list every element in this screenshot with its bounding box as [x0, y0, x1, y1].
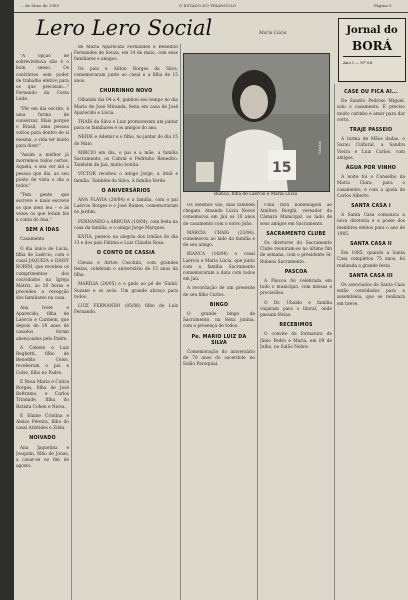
jornal-do-bora-logo — [338, 18, 406, 82]
section-heading: O ANIVERSÁRIOS — [101, 188, 151, 194]
section-heading: BINGO — [209, 302, 229, 308]
column-divider — [180, 44, 181, 600]
svg-text:15: 15 — [272, 160, 292, 176]
quote-paragraph: "Pôr em dia escrito, é uma forma de conservar. Mais porque o Brasil, uma pessoa voltou para dentro de si mesma, a vida ter muito para dizer." — [16, 106, 69, 149]
section-heading: PASCOA — [284, 269, 308, 275]
article-paragraph: Olhando dia 04 a 4, ganhou seu tempo no dia Maria de José Miranda, festa em casa de José Aparecido e Lúcia. — [74, 98, 178, 116]
article-paragraph: Os pais e Ailton Borges da Silva, comemoraram junto ao casal e a filha de 15 anos. — [74, 66, 178, 85]
article-paragraph: MARÍLIA (20/05) e o gado ao pé de 'Sinhá' Suzane e os avós. Um grande abraço para todos. — [74, 282, 178, 300]
portrait-image — [184, 54, 329, 191]
article-paragraph: A recordação de um presente de seu filho Carlos. — [183, 286, 255, 298]
article-paragraph: Casamento — [20, 237, 45, 243]
column-divider — [71, 52, 72, 600]
column-title: Lero Lero Social — [36, 16, 213, 40]
header-page-number: Página 5 — [374, 3, 392, 8]
article-paragraph: Os associados da Santa Casa estão convidados para a assembleia, que se realizará em breve. — [337, 283, 405, 307]
logo-rule — [343, 56, 401, 57]
article-paragraph: O dia único de Lucia, filha de Laércio, com o casal JAQUEIA e DAISY BORIM, que recebeu os cumprimentos dos convidados na Igreja Matriz, às 16 horas e procedeu a recepção dos familiares na casa. — [16, 246, 69, 302]
logo-line1: Jornal do — [346, 25, 398, 36]
section-heading: NOIVADO — [29, 436, 56, 442]
column-divider — [257, 200, 258, 600]
article-paragraph: A Celeste e Luiz Beghetti, filho de Benedito Celso, receberam o pai e Celso, filho no Padre. — [16, 345, 69, 376]
section-heading: SANTA CASA III — [349, 273, 393, 279]
page-header — [14, 0, 408, 13]
article-paragraph: NEIDE e Ademir e o filho, no jantar do dia 15 de Maio. — [74, 135, 178, 147]
section-heading: Pe. MARIO LUIZ DA SILVA — [191, 334, 247, 346]
section-heading: TRAJE PASSEIO — [349, 128, 393, 134]
quote-paragraph: "A opção de sobrevivência não é o bom senso. Os contrários sem poder de trabalho efetivo para os que precisam…" Fernando da Costa Leite. — [16, 54, 69, 103]
article-paragraph: A Páscoa foi celebrada em todo o município, com missas e procissões. — [260, 279, 332, 297]
article-paragraph: LUIZ FERNANDO (05/06) filho de Luiz Fernando. — [74, 303, 178, 316]
section-heading: CHURRINHO NOVO — [99, 89, 153, 95]
article-paragraph: A Santa Casa comunica a nova diretoria e a posse dos membros eleitos para o ano de 1985. — [337, 213, 405, 237]
article-paragraph: THAÍS da Silva e Luiz promoveram um jantar para os familiares e os amigos do ano. — [74, 120, 178, 132]
article-paragraph: A noite foi o Conselho da Maria Clara, para o casamento, e com a ajuda de Carlos Alberto. — [337, 175, 405, 199]
article-paragraph: O Dr. Ubaldo e família viajaram para o litoral, onde passam férias. — [260, 300, 332, 319]
section-heading: SANTA CASA II — [350, 242, 392, 248]
article-paragraph: O convite da formatura de Jânio Pedro e Maria, em 09 de Julho, no Salão Nobre. — [260, 332, 332, 350]
header-date: ... de Maio de 1985 — [20, 3, 60, 8]
logo-issue: Ano I — Nº 04 — [343, 60, 373, 65]
article-paragraph: De Sandro Pedroso Miguel, saiu o casamento. É preciso muito carinho e amor para dar certo. — [337, 99, 405, 123]
article-paragraph: Os mesmos vão, mas também chegam. Amanda Lúcia Neves comemorou em Jaú os 10 anos de casamento com o noivo João. — [183, 203, 255, 227]
logo-line2: BORÁ — [351, 39, 393, 53]
article-paragraph: Uma rara homenagem ao Amilton Borghi, vereador da Câmara Municipal, ao lado de seus amigos em Sacramento. — [260, 203, 332, 227]
article-paragraph: Comemoração do aniversário de 70 anos do sacerdote no Salão Paroquial. — [183, 350, 255, 368]
article-paragraph: E Elaine Cristina e Aleixo Pereira, filho do casal Aristides e Zilda. — [16, 413, 69, 432]
article-paragraph: FERNANDO a ARRUDA (10/04), com festa na casa da família, e o amigo Jorge Marques. — [74, 219, 178, 231]
binding-gutter — [0, 0, 14, 600]
column-5 — [337, 86, 405, 600]
column-2 — [74, 45, 178, 600]
article-paragraph: Ana Jaquelina e Joaquim, filho de Jonas, a casar-se no fim de agosto. — [16, 445, 69, 470]
article-paragraph: E Rosa Maria e Catira Borges, filha de José Beltrame, e Carlos Trindade, filha do Batista Cohen e Neiva. — [16, 379, 69, 410]
quote-paragraph: "Tem gente que escreve e mais escreve os que nem leu – e às vezes os que leram fez a conta do Ana." — [16, 193, 69, 224]
section-heading: RECEBIMOS — [279, 323, 313, 329]
photo-caption: Bianca, filha de Laércio e Maria Lúcia — [213, 192, 298, 197]
article-paragraph: KÁTIA, pensou na alegria dos irmãos do dia 13 e dos pais Fátima e Luiz Cláudio Rosa. — [74, 235, 178, 247]
column-3 — [183, 203, 255, 600]
section-heading: CASE OU FICA AI... — [344, 90, 398, 95]
column-4 — [260, 203, 332, 600]
column-byline: Maria Lúcia — [259, 31, 287, 36]
article-paragraph: Ana Ivete e Aparecido, filha de Laércio e Carmem, que depois de 18 anos de casados foram abençoados pelo Padre. — [16, 305, 69, 342]
article-paragraph: VICTOR recebeu o amigo Jorge, a irmã e família. Também da Silva. A família Verde. — [74, 172, 178, 184]
studio-credit: Stúdio — [317, 140, 322, 154]
article-paragraph: MIRCIO em dia, o pai e a mãe, a família Sacramento, os Cabral e Pedrinho Benedito. Também de Jaú, muito bonita. — [74, 150, 178, 169]
portrait-photo — [183, 53, 330, 192]
section-heading: O CONTO DE CASSIA — [96, 251, 156, 257]
article-paragraph: ANA FLÁVIA (20/04) e a família, com o pai Laércio Borges e o José Ramos, comemoraram no jardim. — [74, 198, 178, 216]
article-paragraph: Em 1985, quando a Santa Casa completou 75 anos, foi realizada a grande festa. — [337, 251, 405, 269]
quote-paragraph: "Assim a melhor já morremos todos certos. Aquela, o seu ver até a pessoa que diz, ao seu ponto de vista o dia a todos." — [16, 153, 69, 190]
article-paragraph: O grande bingo de Sacramento, na festa junina, com a presença de todos. — [183, 312, 255, 330]
article-paragraph: de Maria Aparecida Fernandes e Benedito Fernandes de Souza, em 14 de maio, com seus familiares e amigos. — [74, 45, 178, 63]
article-paragraph: A turma de Mãos dadas, o Sarau Cultural, a Sandra Vieira e Luiz Carlos, com amigos. — [337, 137, 405, 161]
article-paragraph: BIANCA (16/04) o casal Laércio e Maria Lúcia, que junto com a família Sacramento comemoraram a data com todos em Jaú. — [183, 252, 255, 283]
section-heading: SANTA CASA I — [351, 204, 391, 210]
section-heading: SACRAMENTO CLUBE — [266, 231, 326, 237]
header-newspaper-name: O ESTADO DO TRIANGULO — [179, 3, 237, 8]
article-paragraph: Os diretores do Sacramento Clube reuniram-se no último fim de semana, com o presidente Sr. Rubens Sacramento. — [260, 241, 332, 265]
article-paragraph: Cleusa e Airton Ceschini, com grandes festas, celebram o aniversário de 15 anos da filha. — [74, 260, 178, 279]
section-heading: ÁGUA POR VINHO — [345, 166, 397, 172]
article-paragraph: MÁRCIA CRAIG (23/04), comemorou ao lado da família e de seu amigo. — [183, 230, 255, 249]
section-heading: SEM A ÍDAS — [25, 228, 60, 234]
column-divider — [334, 84, 335, 600]
column-1 — [16, 54, 69, 599]
